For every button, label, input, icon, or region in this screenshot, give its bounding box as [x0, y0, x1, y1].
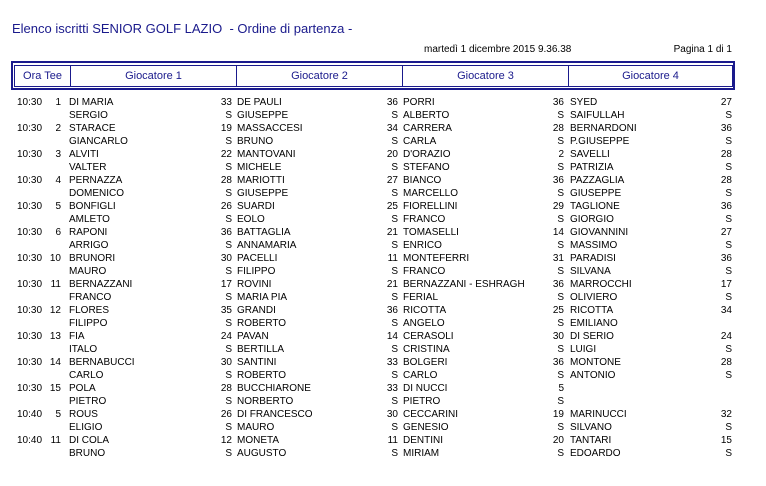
- player-handicap: 25: [386, 201, 398, 212]
- tee-number: 5: [55, 201, 61, 212]
- player-name: AMLETO: [69, 214, 110, 225]
- player-surname: GRANDI: [237, 305, 276, 316]
- player-name: GENESIO: [403, 422, 449, 433]
- player-handicap: 21: [386, 279, 398, 290]
- player-handicap: 33: [386, 383, 398, 394]
- table-row: [0, 317, 766, 330]
- player-name: EMILIANO: [570, 318, 618, 329]
- player-surname: RICOTTA: [570, 305, 614, 316]
- player-name: FILIPPO: [237, 266, 276, 277]
- player-handicap: 36: [386, 305, 398, 316]
- player-handicap: 30: [552, 331, 564, 342]
- player-name: NORBERTO: [237, 396, 294, 407]
- player-category: S: [225, 162, 232, 173]
- player-surname: ALVITI: [69, 149, 99, 160]
- page-title: Elenco iscritti SENIOR GOLF LAZIO - Ordine di partenza -: [12, 21, 353, 36]
- player-name: GIUSEPPE: [570, 188, 622, 199]
- player-handicap: 12: [220, 435, 232, 446]
- player-name: ARRIGO: [69, 240, 109, 251]
- player-name: STEFANO: [403, 162, 450, 173]
- player-category: S: [225, 370, 232, 381]
- player-handicap: 36: [720, 123, 732, 134]
- table-row: [0, 408, 766, 421]
- player-category: S: [391, 136, 398, 147]
- header-player-4: Giocatore 4: [568, 65, 733, 87]
- player-surname: BRUNORI: [69, 253, 116, 264]
- player-category: S: [391, 344, 398, 355]
- print-date: martedì 1 dicembre 2015 9.36.38: [424, 44, 572, 55]
- player-surname: BOLGERI: [403, 357, 448, 368]
- player-surname: GIOVANNINI: [570, 227, 629, 238]
- page-number: Pagina 1 di 1: [673, 44, 732, 55]
- player-handicap: 19: [220, 123, 232, 134]
- player-surname: SYED: [570, 97, 598, 108]
- table-row: [0, 213, 766, 226]
- tee-group: [0, 148, 766, 174]
- player-name: MIRIAM: [403, 448, 440, 459]
- table-row: [0, 304, 766, 317]
- player-category: S: [225, 266, 232, 277]
- player-name: P.GIUSEPPE: [570, 136, 630, 147]
- player-surname: TAGLIONE: [570, 201, 620, 212]
- player-category: S: [391, 110, 398, 121]
- player-name: BRUNO: [237, 136, 274, 147]
- player-category: S: [391, 292, 398, 303]
- player-surname: FIA: [69, 331, 85, 342]
- player-category: S: [557, 448, 564, 459]
- tee-number: 12: [49, 305, 61, 316]
- player-category: S: [557, 266, 564, 277]
- player-category: S: [725, 448, 732, 459]
- player-handicap: 14: [552, 227, 564, 238]
- player-surname: BERNAZZANI - ESHRAGH: [403, 279, 525, 290]
- player-name: FERIAL: [403, 292, 439, 303]
- table-row: [0, 161, 766, 174]
- player-handicap: 28: [720, 357, 732, 368]
- player-surname: MANTOVANI: [237, 149, 296, 160]
- tee-number: 1: [55, 97, 61, 108]
- player-surname: SUARDI: [237, 201, 275, 212]
- player-name: MASSIMO: [570, 240, 618, 251]
- player-surname: MONTONE: [570, 357, 621, 368]
- table-row: [0, 135, 766, 148]
- player-surname: MONETA: [237, 435, 280, 446]
- player-name: BRUNO: [69, 448, 106, 459]
- player-handicap: 27: [720, 227, 732, 238]
- player-name: AUGUSTO: [237, 448, 287, 459]
- table-row: [0, 109, 766, 122]
- player-category: S: [557, 370, 564, 381]
- player-surname: BERNABUCCI: [69, 357, 135, 368]
- player-surname: FLORES: [69, 305, 110, 316]
- player-handicap: 14: [386, 331, 398, 342]
- player-category: S: [225, 240, 232, 251]
- player-category: S: [391, 266, 398, 277]
- player-surname: RAPONI: [69, 227, 108, 238]
- table-row: [0, 434, 766, 447]
- start-time: 10:30: [17, 357, 43, 368]
- player-surname: MONTEFERRI: [403, 253, 470, 264]
- table-row: [0, 447, 766, 460]
- player-surname: STARACE: [69, 123, 116, 134]
- table-row: [0, 174, 766, 187]
- table-row: [0, 278, 766, 291]
- table-row: [0, 382, 766, 395]
- start-time: 10:30: [17, 201, 43, 212]
- player-category: S: [725, 266, 732, 277]
- player-handicap: 35: [220, 305, 232, 316]
- player-name: ANGELO: [403, 318, 445, 329]
- player-category: S: [557, 292, 564, 303]
- player-category: S: [225, 214, 232, 225]
- player-handicap: 32: [720, 409, 732, 420]
- table-row: [0, 200, 766, 213]
- tee-number: 6: [55, 227, 61, 238]
- player-handicap: 28: [220, 383, 232, 394]
- tee-number: 4: [55, 175, 61, 186]
- player-name: CARLO: [403, 370, 438, 381]
- player-name: DOMENICO: [69, 188, 124, 199]
- player-surname: MARIOTTI: [237, 175, 285, 186]
- player-name: MARCELLO: [403, 188, 459, 199]
- tee-number: 14: [49, 357, 61, 368]
- table-row: [0, 122, 766, 135]
- player-surname: MARINUCCI: [570, 409, 627, 420]
- tee-number: 2: [55, 123, 61, 134]
- player-handicap: 36: [720, 201, 732, 212]
- player-category: S: [557, 110, 564, 121]
- player-handicap: 27: [386, 175, 398, 186]
- player-handicap: 30: [386, 409, 398, 420]
- player-handicap: 5: [558, 383, 564, 394]
- player-handicap: 2: [558, 149, 564, 160]
- player-name: ITALO: [69, 344, 98, 355]
- player-handicap: 17: [220, 279, 232, 290]
- player-surname: CECCARINI: [403, 409, 459, 420]
- player-name: GIORGIO: [570, 214, 614, 225]
- tee-number: 3: [55, 149, 61, 160]
- player-name: ELIGIO: [69, 422, 103, 433]
- player-category: S: [391, 422, 398, 433]
- player-handicap: 24: [220, 331, 232, 342]
- player-handicap: 11: [387, 253, 398, 264]
- player-category: S: [725, 162, 732, 173]
- start-time: 10:30: [17, 279, 43, 290]
- player-category: S: [557, 422, 564, 433]
- tee-number: 5: [55, 409, 61, 420]
- player-name: MICHELE: [237, 162, 282, 173]
- player-category: S: [225, 292, 232, 303]
- player-surname: BERNARDONI: [570, 123, 637, 134]
- player-category: S: [391, 162, 398, 173]
- table-row: [0, 239, 766, 252]
- player-name: ENRICO: [403, 240, 442, 251]
- table-row: [0, 252, 766, 265]
- player-category: S: [557, 136, 564, 147]
- player-name: ANTONIO: [570, 370, 616, 381]
- tee-group: [0, 226, 766, 252]
- player-handicap: 34: [720, 305, 732, 316]
- player-handicap: 17: [720, 279, 732, 290]
- start-time: 10:30: [17, 149, 43, 160]
- tee-group: [0, 382, 766, 408]
- player-surname: CERASOLI: [403, 331, 454, 342]
- player-name: FRANCO: [403, 214, 446, 225]
- player-handicap: 11: [387, 435, 398, 446]
- player-handicap: 36: [552, 279, 564, 290]
- player-handicap: 30: [220, 253, 232, 264]
- player-category: S: [391, 240, 398, 251]
- tee-group: [0, 330, 766, 356]
- player-surname: DI MARIA: [69, 97, 114, 108]
- player-category: S: [725, 110, 732, 121]
- player-name: GIUSEPPE: [237, 110, 289, 121]
- tee-group: [0, 200, 766, 226]
- player-name: LUIGI: [570, 344, 597, 355]
- player-handicap: 25: [552, 305, 564, 316]
- table-row: [0, 148, 766, 161]
- player-handicap: 36: [386, 97, 398, 108]
- tee-group: [0, 304, 766, 330]
- player-handicap: 29: [552, 201, 564, 212]
- player-name: GIANCARLO: [69, 136, 128, 147]
- player-surname: PORRI: [403, 97, 435, 108]
- player-category: S: [391, 370, 398, 381]
- player-handicap: 26: [220, 409, 232, 420]
- player-category: S: [725, 240, 732, 251]
- player-category: S: [225, 396, 232, 407]
- player-handicap: 20: [386, 149, 398, 160]
- player-name: FILIPPO: [69, 318, 108, 329]
- player-surname: FIORELLINI: [403, 201, 458, 212]
- player-name: PIETRO: [403, 396, 441, 407]
- player-handicap: 27: [720, 97, 732, 108]
- player-surname: PARADISI: [570, 253, 616, 264]
- header-player-1: Giocatore 1: [70, 65, 237, 87]
- player-name: OLIVIERO: [570, 292, 618, 303]
- player-name: FRANCO: [403, 266, 446, 277]
- player-handicap: 28: [552, 123, 564, 134]
- player-surname: BIANCO: [403, 175, 442, 186]
- player-handicap: 28: [720, 149, 732, 160]
- player-surname: ROUS: [69, 409, 98, 420]
- table-row: [0, 421, 766, 434]
- player-handicap: 28: [720, 175, 732, 186]
- table-row: [0, 395, 766, 408]
- start-time: 10:30: [17, 383, 43, 394]
- player-handicap: 36: [552, 175, 564, 186]
- player-surname: PERNAZZA: [69, 175, 123, 186]
- player-category: S: [391, 448, 398, 459]
- tee-group: [0, 252, 766, 278]
- player-name: ROBERTO: [237, 318, 287, 329]
- header-player-3: Giocatore 3: [402, 65, 569, 87]
- player-surname: BONFIGLI: [69, 201, 116, 212]
- player-surname: DI NUCCI: [403, 383, 448, 394]
- player-category: S: [225, 188, 232, 199]
- player-surname: TOMASELLI: [403, 227, 459, 238]
- start-time: 10:30: [17, 253, 43, 264]
- table-row: [0, 356, 766, 369]
- tee-number: 10: [49, 253, 61, 264]
- table-header: [11, 61, 735, 90]
- table-row: [0, 343, 766, 356]
- player-surname: SAVELLI: [570, 149, 610, 160]
- player-name: VALTER: [69, 162, 107, 173]
- player-handicap: 19: [552, 409, 564, 420]
- player-category: S: [391, 214, 398, 225]
- tee-group: [0, 434, 766, 460]
- player-handicap: 28: [220, 175, 232, 186]
- tee-number: 15: [49, 383, 61, 394]
- player-category: S: [725, 344, 732, 355]
- table-row: [0, 369, 766, 382]
- player-handicap: 36: [552, 357, 564, 368]
- player-handicap: 30: [220, 357, 232, 368]
- player-category: S: [225, 448, 232, 459]
- player-handicap: 15: [720, 435, 732, 446]
- player-handicap: 36: [220, 227, 232, 238]
- tee-number: 11: [50, 279, 61, 290]
- player-handicap: 36: [552, 97, 564, 108]
- start-time: 10:30: [17, 175, 43, 186]
- player-handicap: 22: [220, 149, 232, 160]
- player-category: S: [557, 396, 564, 407]
- player-name: ANNAMARIA: [237, 240, 297, 251]
- player-category: S: [725, 188, 732, 199]
- tee-group: [0, 278, 766, 304]
- player-name: BERTILLA: [237, 344, 285, 355]
- player-category: S: [725, 214, 732, 225]
- player-name: SERGIO: [69, 110, 108, 121]
- player-category: S: [225, 136, 232, 147]
- player-handicap: 34: [386, 123, 398, 134]
- player-name: CARLA: [403, 136, 437, 147]
- player-surname: BATTAGLIA: [237, 227, 291, 238]
- player-name: MAURO: [237, 422, 275, 433]
- player-name: EOLO: [237, 214, 265, 225]
- player-surname: DENTINI: [403, 435, 443, 446]
- table-row: [0, 291, 766, 304]
- start-list: [0, 96, 766, 460]
- player-category: S: [725, 370, 732, 381]
- start-time: 10:40: [17, 409, 43, 420]
- player-category: S: [557, 188, 564, 199]
- player-category: S: [725, 136, 732, 147]
- player-category: S: [557, 214, 564, 225]
- player-name: MAURO: [69, 266, 107, 277]
- header-ora-tee: Ora Tee: [14, 65, 71, 87]
- player-category: S: [391, 188, 398, 199]
- player-surname: MASSACCESI: [237, 123, 303, 134]
- player-category: S: [225, 344, 232, 355]
- player-name: SILVANO: [570, 422, 612, 433]
- player-surname: POLA: [69, 383, 96, 394]
- player-handicap: 24: [720, 331, 732, 342]
- start-time: 10:40: [17, 435, 43, 446]
- start-time: 10:30: [17, 227, 43, 238]
- player-name: PIETRO: [69, 396, 107, 407]
- player-handicap: 21: [386, 227, 398, 238]
- player-surname: PAVAN: [237, 331, 269, 342]
- player-category: S: [557, 318, 564, 329]
- player-surname: SANTINI: [237, 357, 277, 368]
- table-row: [0, 187, 766, 200]
- player-surname: PACELLI: [237, 253, 278, 264]
- player-name: FRANCO: [69, 292, 112, 303]
- player-name: CRISTINA: [403, 344, 450, 355]
- player-category: S: [557, 344, 564, 355]
- player-handicap: 26: [220, 201, 232, 212]
- start-time: 10:30: [17, 97, 43, 108]
- player-category: S: [391, 318, 398, 329]
- player-name: PATRIZIA: [570, 162, 614, 173]
- player-surname: DI SERIO: [570, 331, 614, 342]
- player-category: S: [225, 422, 232, 433]
- player-surname: DE PAULI: [237, 97, 282, 108]
- player-surname: CARRERA: [403, 123, 452, 134]
- player-category: S: [225, 318, 232, 329]
- player-surname: ROVINI: [237, 279, 272, 290]
- player-name: MARIA PIA: [237, 292, 288, 303]
- player-name: EDOARDO: [570, 448, 621, 459]
- player-name: ALBERTO: [403, 110, 450, 121]
- player-category: S: [391, 396, 398, 407]
- tee-group: [0, 122, 766, 148]
- player-name: GIUSEPPE: [237, 188, 289, 199]
- tee-group: [0, 408, 766, 434]
- tee-group: [0, 174, 766, 200]
- tee-group: [0, 356, 766, 382]
- tee-number: 11: [50, 435, 61, 446]
- player-surname: D'ORAZIO: [403, 149, 451, 160]
- player-surname: TANTARI: [570, 435, 612, 446]
- start-time: 10:30: [17, 305, 43, 316]
- player-handicap: 31: [552, 253, 564, 264]
- tee-number: 13: [49, 331, 61, 342]
- player-name: ROBERTO: [237, 370, 287, 381]
- table-row: [0, 96, 766, 109]
- player-handicap: 33: [386, 357, 398, 368]
- start-time: 10:30: [17, 123, 43, 134]
- player-surname: MARROCCHI: [570, 279, 632, 290]
- player-name: SAIFULLAH: [570, 110, 625, 121]
- player-category: S: [557, 240, 564, 251]
- header-player-2: Giocatore 2: [236, 65, 403, 87]
- table-row: [0, 330, 766, 343]
- tee-group: [0, 96, 766, 122]
- player-category: S: [725, 292, 732, 303]
- player-name: SILVANA: [570, 266, 611, 277]
- table-row: [0, 265, 766, 278]
- player-surname: BERNAZZANI: [69, 279, 133, 290]
- player-surname: BUCCHIARONE: [237, 383, 311, 394]
- player-category: S: [225, 110, 232, 121]
- player-handicap: 33: [220, 97, 232, 108]
- player-category: S: [725, 422, 732, 433]
- player-name: CARLO: [69, 370, 104, 381]
- player-surname: DI COLA: [69, 435, 110, 446]
- table-row: [0, 226, 766, 239]
- start-time: 10:30: [17, 331, 43, 342]
- player-surname: PAZZAGLIA: [570, 175, 625, 186]
- player-handicap: 20: [552, 435, 564, 446]
- player-surname: RICOTTA: [403, 305, 447, 316]
- player-handicap: 36: [720, 253, 732, 264]
- player-surname: DI FRANCESCO: [237, 409, 313, 420]
- player-category: S: [557, 162, 564, 173]
